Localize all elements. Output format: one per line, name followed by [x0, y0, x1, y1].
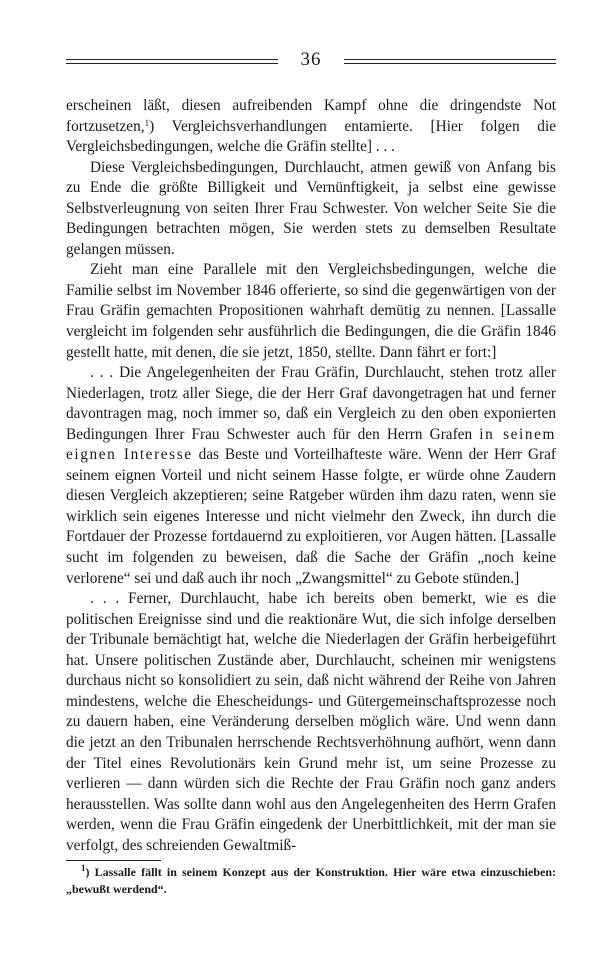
emphasized-text: in seinem eignen Interesse: [66, 425, 556, 464]
paragraph-text: . . . Ferner, Durchlaucht, habe ich bereits oben bemerkt, wie es die politischen Ereignisse sind und die reaktionäre Wut, die sich infolge derselben der Tribunale bemächtigt hat, welche die Niederlagen der Gräfin herbeigeführt hat. Unsere politischen Zustände aber, Durchlaucht, scheinen mir wenigstens durchaus nicht so konsolidiert zu sein, daß nicht während der Reihe von Jahren mindestens, welche die Ehescheidungs- und Gütergemeinschaftsprozesse noch zu dauern haben, eine Veränderung derselben möglich wäre. Und wenn dann die jetzt an den Tribunalen herrschende Rechtsverhöhnung aufhört, wenn dann der Titel eines Revolutionärs kein Grund mehr ist, um seine Prozesse zu verlieren — dann würden sich die Rechte der Frau Gräfin noch ganz anders herausstellen. Was sollte dann wohl aus den Angelegenheiten des Herrn Grafen werden, wenn die Frau Gräfin eingedenk der Unerbittlichkeit, mit der man sie verfolgt, des schreienden Gewaltmiß-: [66, 590, 556, 854]
paragraph-text: . . . Die Angelegenheiten der Frau Gräfin, Durchlaucht, stehen trotz aller Niederlagen, trotz aller Siege, die der Herr Graf davongetragen hat und ferner davontragen mag, noch immer so, daß ein Vergleich zu den oben exponierten Bedingungen Ihrer Frau Schwester auch für den Herrn Grafen: [66, 364, 556, 443]
paragraph-text: erscheinen läßt, diesen aufreibenden Kampf ohne die dringendste Not fortzusetzen,: [66, 97, 556, 135]
paragraph-text: ) Vergleichsverhandlungen entamierte. [Hier folgen die Vergleichsbedingungen, welche die Gräfin stellte] . . .: [66, 117, 556, 156]
paragraph: [66, 589, 556, 856]
footnote-text: ) Lassalle fällt in seinem Konzept aus der Konstruktion. Hier wäre etwa einzuschieben: „bewußt werdend“.: [66, 865, 556, 897]
paragraph: [66, 363, 556, 589]
paragraph-text: das Beste und Vorteilhafteste wäre. Wenn der Herr Graf seinem eignen Vorteil und nicht seinem Hasse folgte, er würde ohne Zaudern diesen Vergleich akzeptieren; seine Ratgeber würden ihm dazu raten, wenn sie wirklich sein eigenes Interesse und nicht vielmehr den Zweck, ihn durch die Fortdauer der Prozesse fortdauernd zu exploitieren, vor Augen hätten. [Lassalle sucht im folgenden zu beweisen, daß die Sache der Gräfin „noch keine verlorene“ sei und daß auch ihr noch „Zwangsmittel“ zu Gebote stünden.]: [66, 446, 557, 587]
footnote-rule: [66, 860, 161, 861]
paragraph-text: Diese Vergleichsbedingungen, Durchlaucht, atmen gewiß von Anfang bis zu Ende die größte Billigkeit und Vernünftigkeit, ja selbst eine gewisse Selbstverleugnung von seiten Ihrer Frau Schwester. Von welcher Seite Sie die Bedingungen betrachten mögen, Sie werden stets zu demselben Resultate gelangen müssen.: [66, 158, 556, 258]
paragraph-text: Zieht man eine Parallele mit den Vergleichsbedingungen, welche die Familie selbst im November 1846 offerierte, so sind die gegenwärtigen von der Frau Gräfin gemachten Propositionen wahrhaft demütig zu nennen. [Lassalle vergleicht im folgenden sehr ausführlich die Bedingungen, die die Gräfin 1846 gestellt hatte, mit denen, die sie jetzt, 1850, stellte. Dann fährt er fort:]: [66, 261, 556, 361]
page-number: 36: [300, 49, 322, 70]
footnote: [66, 864, 556, 898]
footnote-reference: 1: [144, 117, 150, 128]
footnote-marker: 1: [81, 863, 86, 874]
paragraph: [66, 260, 556, 363]
page-header: [66, 50, 556, 76]
paragraph: [66, 96, 556, 158]
paragraph: [66, 158, 556, 261]
header-rule-right: [344, 59, 556, 64]
body-text: [66, 96, 556, 856]
book-page: [66, 50, 556, 898]
